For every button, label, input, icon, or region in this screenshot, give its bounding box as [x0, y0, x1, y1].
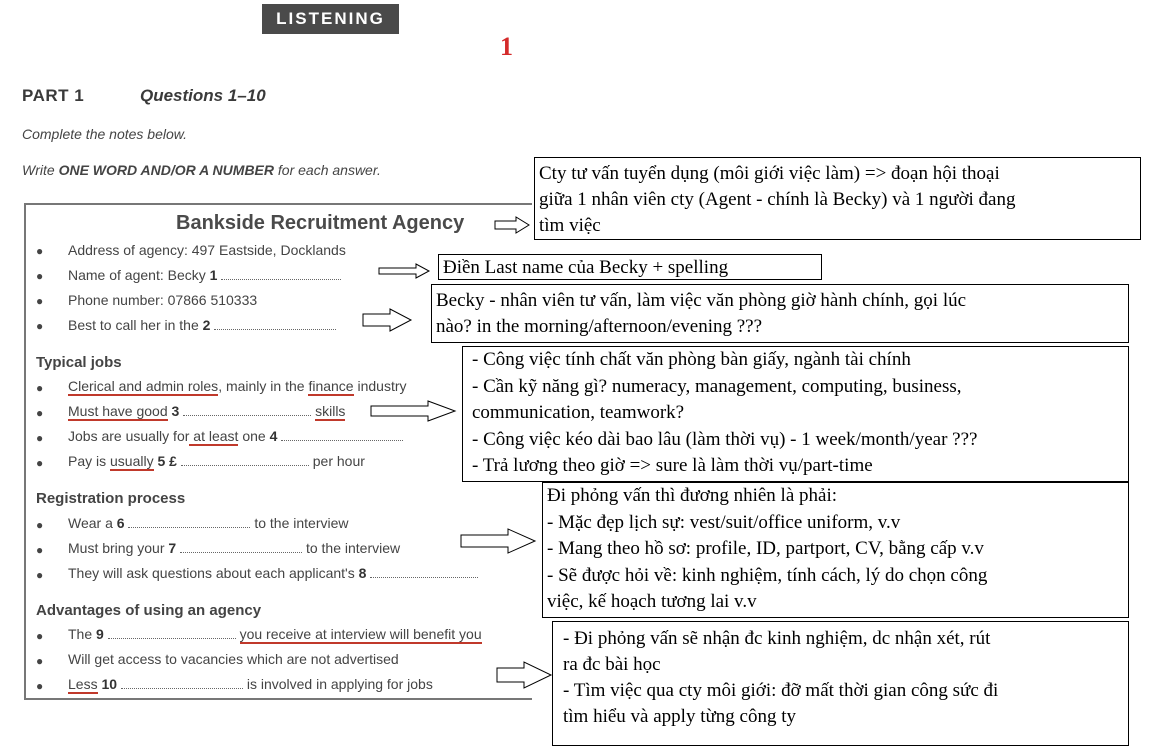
phone-row: Phone number: 07866 510333: [68, 292, 258, 308]
note-call-time: Becky - nhân viên tư vấn, làm việc văn phòng giờ hành chính, gọi lúc nào? in the morning/afternoon/evening ???: [431, 284, 1129, 343]
arrow-right-icon: [494, 216, 530, 234]
note-last-name: Điền Last name của Becky + spelling: [438, 254, 822, 280]
bullet: ●: [36, 244, 44, 258]
note-jobs: - Công việc tính chất văn phòng bàn giấy, ngành tài chính - Cần kỹ năng gì? numeracy, management, computing, business, communication, teamwork? - Công việc kéo dài bao lâu (làm thời vụ) - 1 week/month/year ??? - Trả lương theo giờ => sure là làm thời vụ/part-time: [462, 346, 1129, 482]
job-duration-row: Jobs are usually for at least one 4: [68, 428, 403, 444]
arrow-right-icon: [496, 661, 552, 689]
agent-name-row: Name of agent: Becky 1: [68, 267, 341, 283]
bullet: ●: [36, 568, 44, 582]
bullet: ●: [36, 679, 44, 693]
part-label: PART 1: [22, 86, 85, 105]
bring-row: Must bring your 7 to the interview: [68, 540, 401, 556]
note-advantages: - Đi phỏng vấn sẽ nhận đc kinh nghiệm, dc nhận xét, rút ra đc bài học - Tìm việc qua cty môi giới: đỡ mất thời gian công sức đi tìm hiểu và apply từng công ty: [552, 621, 1129, 746]
bullet: ●: [36, 431, 44, 445]
note-agency: Cty tư vấn tuyển dụng (môi giới việc làm) => đoạn hội thoại giữa 1 nhân viên cty (Agent - chính là Becky) và 1 người đang tìm việc: [534, 157, 1141, 240]
instruction-write: Write ONE WORD AND/OR A NUMBER for each answer.: [22, 162, 381, 178]
effort-row: Less 10 is involved in applying for jobs: [68, 676, 433, 692]
skills-row: Must have good 3 skills: [68, 403, 346, 419]
section-registration: Registration process: [36, 490, 186, 507]
questions-range: Questions 1–10: [140, 86, 266, 105]
address-row: Address of agency: 497 Eastside, Docklands: [68, 242, 346, 258]
bullet: ●: [36, 654, 44, 668]
arrow-right-icon: [460, 528, 536, 554]
vacancies-row: Will get access to vacancies which are not advertised: [68, 651, 399, 667]
bullet: ●: [36, 406, 44, 420]
wear-row: Wear a 6 to the interview: [68, 515, 349, 531]
bullet: ●: [36, 629, 44, 643]
bullet: ●: [36, 294, 44, 308]
arrow-right-icon: [362, 308, 412, 332]
bullet: ●: [36, 269, 44, 283]
bullet: ●: [36, 518, 44, 532]
page-number: 1: [500, 32, 513, 61]
arrow-right-icon: [370, 400, 456, 422]
form-title: Bankside Recruitment Agency: [176, 212, 465, 234]
instruction-complete: Complete the notes below.: [22, 126, 187, 142]
bullet: ●: [36, 543, 44, 557]
section-advantages: Advantages of using an agency: [36, 602, 262, 619]
benefit-row: The 9 you receive at interview will benefit you: [68, 626, 482, 642]
call-time-row: Best to call her in the 2: [68, 317, 336, 333]
bullet: ●: [36, 319, 44, 333]
questions-row: They will ask questions about each applicant's 8: [68, 565, 478, 581]
listening-label: LISTENING: [262, 4, 399, 34]
job-type-row: Clerical and admin roles, mainly in the finance industry: [68, 378, 407, 394]
pay-row: Pay is usually 5 £ per hour: [68, 453, 365, 469]
arrow-right-icon: [378, 263, 430, 279]
bullet: ●: [36, 456, 44, 470]
bullet: ●: [36, 381, 44, 395]
section-typical-jobs: Typical jobs: [36, 354, 122, 371]
note-registration: Đi phỏng vấn thì đương nhiên là phải: - Mặc đẹp lịch sự: vest/suit/office uniform, v.v - Mang theo hồ sơ: profile, ID, partport, CV, bằng cấp v.v - Sẽ được hỏi về: kinh nghiệm, tính cách, lý do chọn công việc, kế hoạch tương lai v.v: [542, 482, 1129, 618]
